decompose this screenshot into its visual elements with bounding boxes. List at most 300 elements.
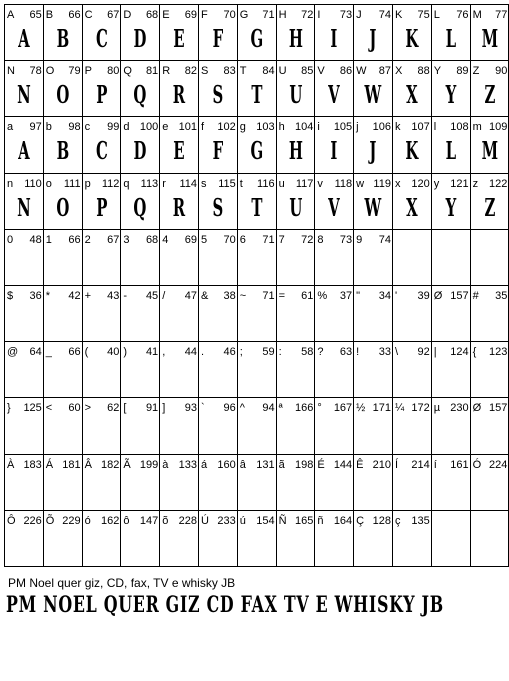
glyph-preview: V: [328, 80, 341, 110]
glyph-character: Ø: [433, 289, 443, 302]
glyph-code: 42: [68, 289, 81, 302]
glyph-cell: [82, 454, 121, 510]
glyph-character: á: [200, 458, 208, 471]
glyph-code: 46: [223, 346, 236, 359]
glyph-preview: R: [172, 80, 186, 110]
glyph-character: i: [317, 121, 320, 134]
glyph-code: 160: [217, 458, 236, 471]
glyph-cell-label: [123, 121, 158, 133]
glyph-code: 68: [145, 9, 159, 21]
glyph-cell: [121, 61, 160, 117]
glyph-cell: [43, 5, 82, 61]
glyph-character: L: [433, 9, 440, 21]
sample-text-label: PM Noel quer giz, CD, fax, TV e whisky JB: [8, 576, 236, 590]
glyph-character: w: [356, 177, 365, 190]
glyph-character: T: [239, 65, 247, 78]
glyph-code: 230: [450, 402, 469, 415]
glyph-character: }: [7, 402, 11, 415]
glyph-cell: [160, 510, 199, 566]
glyph-character: {: [472, 346, 477, 359]
glyph-cell-label: [473, 178, 508, 190]
glyph-code: 104: [295, 121, 314, 134]
glyph-character: <: [45, 402, 53, 415]
grid-row: [5, 61, 509, 117]
glyph-cell: [43, 342, 82, 398]
glyph-character: I: [317, 9, 321, 21]
glyph-cell: [5, 173, 44, 229]
glyph-cell-label: [434, 346, 469, 358]
glyph-cell-label: [162, 402, 197, 414]
glyph-character: °: [317, 402, 322, 415]
glyph-character: 8: [317, 233, 324, 246]
glyph-character: &: [200, 289, 209, 302]
glyph-cell-label: [162, 9, 197, 21]
glyph-code: 65: [29, 9, 42, 21]
glyph-preview: I: [330, 136, 338, 166]
glyph-cell-label: [279, 515, 314, 527]
glyph-code: 93: [184, 402, 197, 415]
glyph-character: X: [394, 65, 403, 78]
glyph-code: 96: [223, 402, 236, 415]
glyph-cell-label: [201, 9, 236, 21]
glyph-character: É: [317, 458, 325, 471]
glyph-character: k: [394, 121, 401, 134]
glyph-character: F: [200, 9, 208, 21]
glyph-cell-label: [85, 178, 120, 190]
glyph-code: 71: [262, 9, 275, 21]
glyph-character: ñ: [317, 514, 324, 527]
glyph-code: 124: [450, 346, 469, 359]
glyph-code: 63: [339, 346, 353, 359]
glyph-cell: [82, 117, 121, 173]
glyph-character: µ: [433, 402, 441, 415]
glyph-character: ½: [356, 402, 366, 415]
glyph-cell: [5, 398, 44, 454]
glyph-code: 36: [29, 289, 42, 302]
glyph-cell-label: [201, 402, 236, 414]
glyph-character: ,: [162, 346, 166, 359]
glyph-character: G: [239, 9, 249, 21]
glyph-cell: [237, 173, 276, 229]
glyph-cell-label: [240, 515, 275, 527]
glyph-cell-label: [395, 9, 430, 21]
glyph-cell-label: [317, 402, 352, 414]
glyph-cell: [431, 398, 470, 454]
glyph-cell: [121, 229, 160, 285]
glyph-cell: [470, 61, 509, 117]
glyph-character: #: [472, 289, 479, 302]
glyph-character: :: [278, 346, 282, 359]
glyph-cell: [392, 342, 431, 398]
glyph-character: Ô: [7, 514, 16, 527]
glyph-cell-label: [123, 234, 158, 246]
glyph-code: 157: [450, 289, 469, 302]
glyph-preview: K: [405, 136, 419, 166]
grid-row: [5, 229, 509, 285]
glyph-cell-label: [279, 121, 314, 133]
glyph-cell: [43, 117, 82, 173]
glyph-cell: [431, 285, 470, 341]
glyph-cell: [470, 285, 509, 341]
glyph-code: 171: [372, 402, 391, 415]
glyph-code: 73: [339, 9, 353, 21]
glyph-character: c: [84, 121, 91, 134]
glyph-character: Ú: [200, 514, 209, 527]
glyph-code: 66: [68, 9, 81, 21]
glyph-character: Ø: [472, 402, 482, 415]
glyph-code: 105: [333, 121, 353, 134]
glyph-cell-label: [356, 178, 391, 190]
glyph-cell: [354, 342, 393, 398]
glyph-character: -: [123, 289, 128, 302]
glyph-character: 6: [239, 233, 246, 246]
glyph-cell: [5, 5, 44, 61]
glyph-cell-label: [85, 346, 120, 358]
glyph-code: 210: [372, 458, 391, 471]
glyph-cell: [237, 61, 276, 117]
glyph-cell-label: [473, 459, 508, 471]
glyph-code: 199: [139, 458, 159, 471]
glyph-cell: [198, 117, 237, 173]
glyph-cell: [198, 173, 237, 229]
glyph-code: 67: [107, 233, 120, 246]
glyph-code: 133: [178, 458, 197, 471]
glyph-code: 92: [417, 346, 430, 359]
glyph-cell-label: [279, 9, 314, 21]
glyph-character: Á: [45, 458, 54, 471]
glyph-cell-label: [7, 9, 42, 21]
glyph-code: 66: [68, 346, 81, 359]
glyph-cell-label: [317, 290, 352, 302]
glyph-cell: [198, 510, 237, 566]
glyph-preview: H: [288, 24, 303, 53]
glyph-code: 99: [107, 121, 120, 134]
glyph-cell-label: [356, 9, 391, 21]
glyph-preview: U: [288, 80, 302, 110]
glyph-cell-label: [85, 234, 120, 246]
glyph-preview: F: [212, 24, 224, 53]
glyph-cell: [354, 117, 393, 173]
glyph-cell: [354, 454, 393, 510]
glyph-cell: [470, 173, 509, 229]
glyph-cell: [315, 510, 354, 566]
glyph-character: Ó: [472, 458, 482, 471]
glyph-cell: [354, 5, 393, 61]
glyph-cell: [315, 61, 354, 117]
glyph-character: ¼: [394, 402, 405, 415]
glyph-preview: G: [250, 24, 264, 53]
glyph-code: 90: [495, 65, 508, 78]
glyph-character: O: [45, 65, 55, 78]
glyph-character: $: [7, 289, 14, 302]
glyph-preview: Z: [484, 80, 495, 110]
glyph-cell: [470, 117, 509, 173]
glyph-cell-label: [395, 121, 430, 133]
glyph-cell-label: [356, 290, 391, 302]
glyph-character: o: [45, 177, 52, 190]
glyph-cell: [315, 285, 354, 341]
glyph-cell: [470, 342, 509, 398]
glyph-cell-label: [7, 515, 42, 527]
glyph-cell: [43, 398, 82, 454]
glyph-code: 34: [378, 289, 391, 302]
glyph-cell: [82, 5, 121, 61]
glyph-cell: [315, 342, 354, 398]
glyph-cell: [198, 61, 237, 117]
glyph-cell-label: [356, 515, 391, 527]
glyph-preview: Q: [133, 80, 147, 110]
glyph-cell-label: [7, 65, 42, 77]
glyph-character: Â: [84, 458, 92, 471]
glyph-cell: [470, 229, 509, 285]
glyph-cell: [354, 398, 393, 454]
glyph-cell-label: [46, 290, 81, 302]
glyph-code: 72: [301, 233, 314, 246]
glyph-cell-label: [201, 234, 236, 246]
glyph-cell-label: [395, 459, 430, 471]
glyph-cell-label: [46, 234, 81, 246]
glyph-cell: [470, 454, 509, 510]
glyph-cell: [121, 510, 160, 566]
glyph-character: b: [45, 121, 52, 134]
glyph-code: 182: [101, 458, 120, 471]
glyph-cell: [160, 61, 199, 117]
grid-row: [5, 342, 509, 398]
glyph-cell: [82, 285, 121, 341]
glyph-character: \: [394, 346, 399, 359]
glyph-code: 82: [184, 65, 197, 78]
glyph-character: 2: [84, 233, 91, 246]
glyph-code: 88: [417, 65, 430, 78]
glyph-character: ó: [84, 514, 91, 527]
glyph-cell: [392, 454, 431, 510]
glyph-code: 224: [489, 458, 508, 471]
glyph-character: ^: [239, 402, 245, 415]
glyph-code: 135: [411, 514, 430, 527]
glyph-preview: E: [173, 136, 185, 166]
glyph-cell: [5, 454, 44, 510]
glyph-preview: N: [17, 80, 31, 110]
glyph-cell: [82, 173, 121, 229]
glyph-cell-label: [240, 290, 275, 302]
glyph-cell-label: [85, 402, 120, 414]
glyph-code: 75: [417, 9, 430, 21]
glyph-code: 157: [489, 402, 508, 415]
glyph-preview: K: [405, 24, 419, 53]
glyph-cell-label: [201, 515, 236, 527]
glyph-code: 167: [333, 402, 353, 415]
glyph-cell-label: [123, 402, 158, 414]
glyph-character: n: [7, 177, 14, 190]
glyph-preview: W: [364, 80, 382, 110]
glyph-cell: [43, 173, 82, 229]
glyph-cell: [237, 510, 276, 566]
glyph-code: 69: [184, 9, 197, 21]
glyph-cell-label: [395, 515, 430, 527]
glyph-code: 81: [145, 65, 159, 78]
glyph-cell-label: [46, 121, 81, 133]
glyph-code: 74: [378, 233, 391, 246]
glyph-cell: [160, 117, 199, 173]
glyph-character: 3: [123, 233, 130, 246]
glyph-code: 114: [179, 177, 197, 190]
glyph-preview: D: [133, 136, 147, 166]
glyph-character: D: [123, 9, 132, 21]
glyph-preview: R: [172, 192, 186, 222]
glyph-cell-label: [356, 65, 391, 77]
glyph-character: (: [84, 346, 89, 359]
glyph-code: 48: [29, 233, 42, 246]
glyph-code: 94: [262, 402, 275, 415]
glyph-code: 39: [417, 289, 430, 302]
glyph-character: ã: [278, 458, 285, 471]
glyph-preview: P: [95, 80, 108, 110]
glyph-cell: [392, 398, 431, 454]
glyph-character: !: [356, 346, 360, 359]
glyph-cell-label: [240, 346, 275, 358]
glyph-character: a: [7, 121, 14, 134]
glyph-code: 47: [184, 289, 197, 302]
glyph-code: 59: [262, 346, 275, 359]
glyph-cell-label: [317, 178, 352, 190]
glyph-code: 40: [107, 346, 120, 359]
glyph-cell-label: [7, 178, 42, 190]
glyph-code: 106: [372, 121, 391, 134]
glyph-cell: [121, 342, 160, 398]
glyph-cell-label: [473, 346, 508, 358]
glyph-character: Z: [472, 65, 480, 78]
glyph-cell: [354, 61, 393, 117]
glyph-code: 58: [301, 346, 314, 359]
glyph-cell-label: [162, 178, 197, 190]
glyph-character: W: [356, 65, 367, 78]
glyph-character: E: [162, 9, 170, 21]
glyph-code: 71: [262, 289, 275, 302]
glyph-character: R: [162, 65, 171, 78]
glyph-cell-label: [7, 290, 42, 302]
glyph-cell-label: [123, 515, 158, 527]
sample-text-glyph-preview: PM NOEL QUER GIZ CD FAX TV E WHISKY JB: [6, 592, 444, 618]
glyph-code: 172: [411, 402, 430, 415]
glyph-preview: C: [95, 136, 108, 166]
glyph-cell: [237, 117, 276, 173]
glyph-cell-label: [201, 346, 236, 358]
glyph-code: 117: [295, 177, 314, 190]
glyph-cell: [276, 342, 315, 398]
glyph-preview: S: [212, 192, 224, 222]
glyph-cell: [198, 229, 237, 285]
glyph-cell: [276, 117, 315, 173]
glyph-cell: [160, 398, 199, 454]
glyph-code: 107: [411, 121, 430, 134]
glyph-preview: D: [133, 24, 147, 53]
glyph-character: z: [472, 177, 479, 190]
glyph-code: 116: [257, 177, 275, 190]
glyph-cell: [315, 229, 354, 285]
glyph-character: ~: [239, 289, 247, 302]
glyph-cell-label: [85, 121, 120, 133]
glyph-character: `: [200, 402, 205, 415]
glyph-cell: [121, 5, 160, 61]
glyph-preview: Y: [445, 192, 456, 222]
glyph-cell-label: [123, 9, 158, 21]
glyph-preview: J: [369, 136, 377, 166]
glyph-preview: Z: [484, 192, 495, 222]
glyph-code: 121: [450, 177, 469, 190]
glyph-cell-label: [85, 459, 120, 471]
glyph-code: 60: [68, 402, 81, 415]
glyph-cell: [5, 229, 44, 285]
glyph-cell-label: [473, 9, 508, 21]
glyph-cell: [198, 342, 237, 398]
glyph-preview: X: [406, 80, 418, 110]
glyph-character: 4: [162, 233, 169, 246]
glyph-code: 228: [178, 514, 197, 527]
glyph-code: 37: [339, 289, 353, 302]
glyph-preview: N: [17, 192, 31, 222]
glyph-character: 5: [200, 233, 208, 246]
glyph-code: 91: [145, 402, 159, 415]
glyph-preview: T: [251, 80, 263, 110]
glyph-code: 67: [107, 9, 120, 21]
glyph-code: 128: [372, 514, 391, 527]
glyph-code: 122: [489, 177, 508, 190]
glyph-character: â: [239, 458, 246, 471]
glyph-cell-label: [123, 65, 158, 77]
glyph-preview: A: [18, 24, 30, 53]
glyph-cell: [276, 454, 315, 510]
glyph-character: ?: [317, 346, 324, 359]
glyph-cell-label: [85, 515, 120, 527]
glyph-code: 102: [217, 121, 236, 134]
glyph-code: 112: [101, 177, 120, 190]
glyph-preview: M: [481, 24, 498, 53]
glyph-character: J: [356, 9, 362, 21]
glyph-code: 118: [334, 177, 353, 190]
glyph-preview: O: [56, 80, 70, 110]
glyph-cell-label: [162, 290, 197, 302]
glyph-cell: [5, 285, 44, 341]
glyph-code: 110: [24, 177, 42, 190]
glyph-code: 83: [223, 65, 236, 78]
glyph-character: ç: [394, 514, 401, 527]
glyph-preview: W: [364, 192, 382, 222]
glyph-cell-label: [123, 178, 158, 190]
glyph-code: 33: [378, 346, 391, 359]
glyph-cell-label: [317, 65, 352, 77]
glyph-code: 198: [295, 458, 314, 471]
glyph-cell-label: [201, 65, 236, 77]
character-map-grid: [4, 4, 509, 567]
glyph-character: À: [7, 458, 15, 471]
glyph-code: 98: [68, 121, 81, 134]
glyph-cell-label: [317, 9, 352, 21]
glyph-cell-label: [162, 346, 197, 358]
glyph-cell: [276, 229, 315, 285]
glyph-cell: [82, 229, 121, 285]
glyph-cell: [5, 117, 44, 173]
grid-row: [5, 398, 509, 454]
glyph-code: 214: [411, 458, 430, 471]
glyph-cell: [315, 5, 354, 61]
glyph-character: Ñ: [278, 514, 287, 527]
glyph-code: 100: [139, 121, 159, 134]
glyph-cell-label: [240, 65, 275, 77]
glyph-code: 147: [139, 514, 159, 527]
glyph-cell-label: [46, 346, 81, 358]
glyph-code: 233: [217, 514, 236, 527]
glyph-code: 120: [411, 177, 430, 190]
